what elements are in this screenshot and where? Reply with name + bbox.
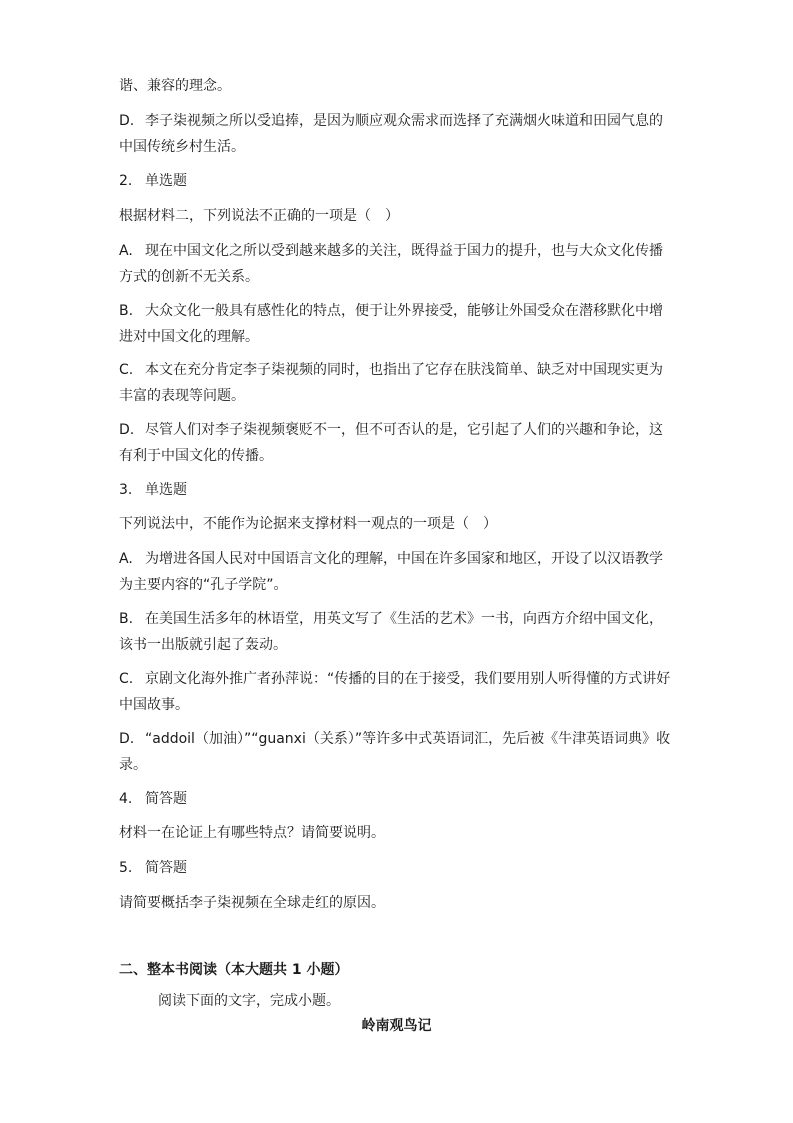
option-text-line1: 为增进各国人民对中国语言文化的理解，中国在许多国家和地区，开设了以汉语教学 (145, 551, 663, 567)
option-text-line1: 现在中国文化之所以受到越来越多的关注，既得益于国力的提升，也与大众文化传播 (145, 243, 663, 259)
option-text-line1: 李子柒视频之所以受追捧，是因为顺应观众需求而选择了充满烟火味道和田园气息的 (145, 113, 663, 129)
question-2-header (119, 168, 664, 194)
option-text-line2: 为主要内容的“孔子学院”。 (119, 577, 288, 593)
option-label: D. (119, 422, 135, 438)
option-text-line2: 方式的创新不无关系。 (119, 269, 259, 285)
question-3-option-b (119, 606, 664, 658)
prev-option-c-continuation (119, 73, 664, 99)
question-2-stem (119, 203, 664, 229)
option-text-line1: 尽管人们对李子柒视频褒贬不一，但不可否认的是，它引起了人们的兴趣和争论，这 (145, 422, 663, 438)
option-label: C. (119, 362, 134, 378)
option-text-line2: 该书一出版就引起了轰动。 (119, 637, 287, 653)
option-text-line1: “addoil（加油）”“guanxi（关系）”等许多中式英语词汇，先后被《牛津英语词典》收 (145, 731, 671, 747)
question-stem: 根据材料二，下列说法不正确的一项是（ ） (119, 208, 399, 224)
question-2-option-d (119, 417, 664, 469)
question-number: 5. (119, 860, 133, 876)
option-text-line2: 中国故事。 (119, 697, 189, 713)
option-label: B. (119, 303, 134, 319)
question-5-header (119, 855, 664, 881)
question-3-header (119, 477, 664, 503)
question-2-option-c (119, 357, 664, 409)
section-2-title: 二、整本书阅读（本大题共 1 小题） (119, 962, 349, 978)
option-label: C. (119, 671, 134, 687)
article-title: 岭南观鸟记 (361, 1018, 432, 1034)
question-3-option-a (119, 546, 664, 598)
question-4-header (119, 786, 664, 812)
question-2-option-a (119, 238, 664, 290)
question-type: 简答题 (145, 860, 187, 876)
option-text-line2: 进对中国文化的理解。 (119, 329, 259, 345)
option-label: D. (119, 113, 135, 129)
question-3-stem (119, 511, 664, 537)
option-text-line2: 中国传统乡村生活。 (119, 139, 245, 155)
question-type: 简答题 (145, 791, 187, 807)
option-label: A. (119, 551, 133, 567)
question-4-stem (119, 820, 664, 846)
question-stem: 下列说法中，不能作为论据来支撑材料一观点的一项是（ ） (119, 516, 497, 532)
option-text-line2: 录。 (119, 757, 147, 773)
option-text-line2: 丰富的表现等问题。 (119, 388, 245, 404)
option-text-line1: 大众文化一般具有感性化的特点，便于让外界接受，能够让外国受众在潜移默化中增 (145, 303, 663, 319)
question-stem: 请简要概括李子柒视频在全球走红的原因。 (119, 895, 385, 911)
option-label: B. (119, 611, 134, 627)
option-text-line2: 有利于中国文化的传播。 (119, 448, 273, 464)
question-3-option-d (119, 726, 671, 778)
question-type: 单选题 (145, 173, 187, 189)
option-text-line1: 京剧文化海外推广者孙萍说：“传播的目的在于接受，我们要用别人听得懂的方式讲好 (145, 671, 671, 687)
question-number: 4. (119, 791, 133, 807)
option-label: D. (119, 731, 135, 747)
question-3-option-c (119, 666, 671, 718)
question-number: 2. (119, 173, 133, 189)
option-label: A. (119, 243, 133, 259)
question-2-option-b (119, 298, 664, 350)
question-5-stem (119, 890, 664, 916)
continuation-text: 谐、兼容的理念。 (119, 78, 231, 94)
question-type: 单选题 (145, 482, 187, 498)
prev-option-d (119, 108, 664, 160)
section-2-instruction: 阅读下面的文字，完成小题。 (158, 993, 340, 1009)
question-number: 3. (119, 482, 133, 498)
option-text-line1: 在美国生活多年的林语堂，用英文写了《生活的艺术》一书，向西方介绍中国文化， (145, 611, 663, 627)
question-stem: 材料一在论证上有哪些特点？请简要说明。 (119, 825, 385, 841)
option-text-line1: 本文在充分肯定李子柒视频的同时，也指出了它存在肤浅简单、缺乏对中国现实更为 (145, 362, 663, 378)
